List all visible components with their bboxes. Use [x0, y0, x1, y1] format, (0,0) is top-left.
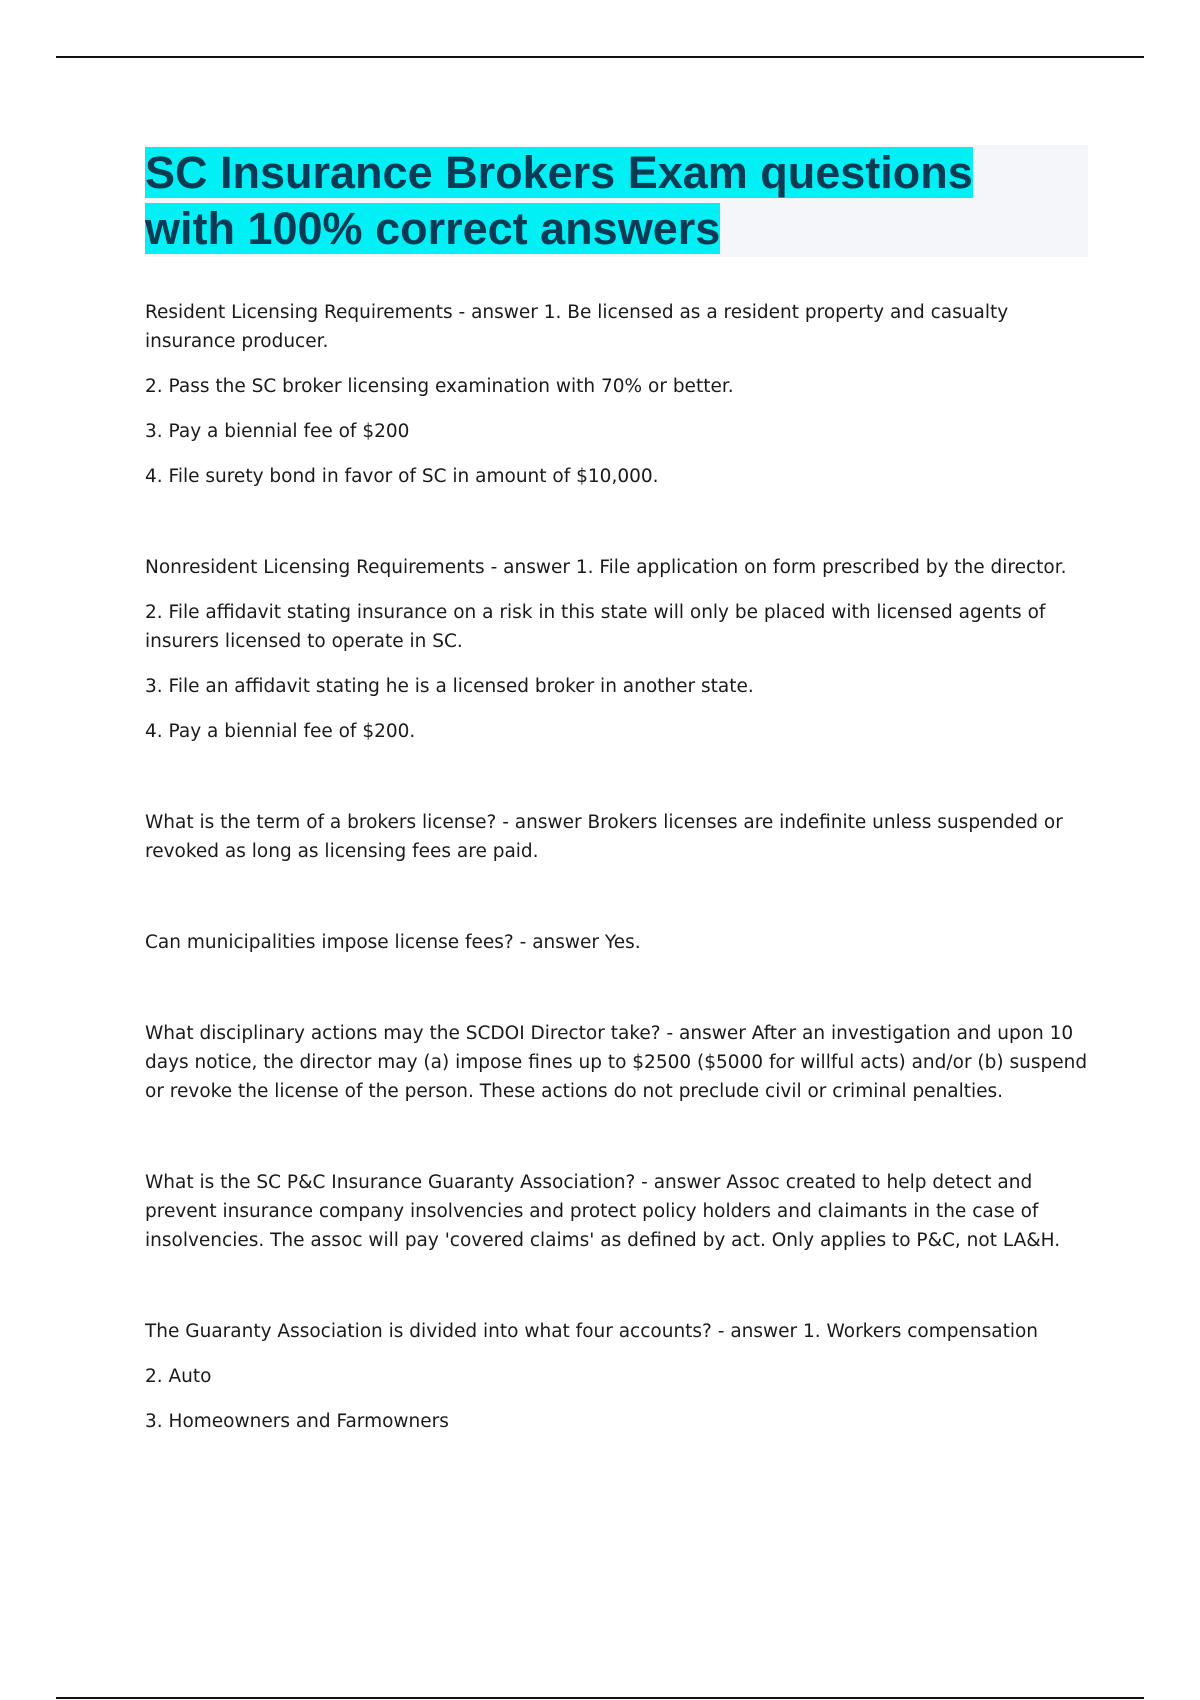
qa-section-municipal-fees: [145, 928, 1095, 957]
section-spacer: [145, 882, 1095, 928]
qa-section-resident-licensing: [145, 298, 1095, 491]
document-body: [145, 298, 1095, 1452]
qa-paragraph: 3. File an affidavit stating he is a licensed broker in another state.: [145, 676, 754, 697]
qa-paragraph: Resident Licensing Requirements - answer 1. Be licensed as a resident property and casualty insurance producer.: [145, 302, 1009, 352]
qa-section-license-term: [145, 808, 1095, 866]
qa-paragraph: The Guaranty Association is divided into what four accounts? - answer 1. Workers compensation: [145, 1321, 1039, 1342]
title-block: [145, 145, 1088, 257]
section-spacer: [145, 1122, 1095, 1168]
section-spacer: [145, 507, 1095, 553]
qa-section-guaranty-accounts: [145, 1317, 1095, 1436]
qa-paragraph: Can municipalities impose license fees? - answer Yes.: [145, 932, 641, 953]
qa-paragraph: Nonresident Licensing Requirements - answer 1. File application on form prescribed by the director.: [145, 557, 1067, 578]
header-rule: [56, 56, 1144, 58]
qa-paragraph: What is the term of a brokers license? - answer Brokers licenses are indefinite unless suspended or revoked as long as licensing fees are paid.: [145, 812, 1063, 862]
qa-paragraph: 3. Pay a biennial fee of $200: [145, 421, 410, 442]
qa-paragraph: 2. Pass the SC broker licensing examination with 70% or better.: [145, 376, 734, 397]
qa-paragraph: What disciplinary actions may the SCDOI Director take? - answer After an investigation and upon 10 days notice, the director may (a) impose fines up to $2500 ($5000 for willful acts) and/or (b) suspend or revoke the license of the person. These actions do not preclude civil or criminal penalties.: [145, 1023, 1088, 1102]
title-line-1: SC Insurance Brokers Exam questions: [145, 147, 973, 198]
section-spacer: [145, 762, 1095, 808]
qa-paragraph: What is the SC P&C Insurance Guaranty Association? - answer Assoc created to help detect and prevent insurance company insolvencies and protect policy holders and claimants in the case of insolvencies. The assoc will pay 'covered claims' as defined by act. Only applies to P&C, not LA&H.: [145, 1172, 1061, 1251]
qa-section-disciplinary-actions: [145, 1019, 1095, 1106]
section-spacer: [145, 973, 1095, 1019]
qa-section-nonresident-licensing: [145, 553, 1095, 746]
qa-section-guaranty-association: [145, 1168, 1095, 1255]
footer-rule: [56, 1697, 1144, 1699]
section-spacer: [145, 1271, 1095, 1317]
qa-paragraph: 2. Auto: [145, 1366, 212, 1387]
qa-paragraph: 4. Pay a biennial fee of $200.: [145, 721, 416, 742]
qa-paragraph: 3. Homeowners and Farmowners: [145, 1411, 449, 1432]
qa-paragraph: 4. File surety bond in favor of SC in amount of $10,000.: [145, 466, 659, 487]
title-line-2: with 100% correct answers: [145, 203, 721, 254]
qa-paragraph: 2. File affidavit stating insurance on a risk in this state will only be placed with licensed agents of insurers licensed to operate in SC.: [145, 602, 1046, 652]
document-title: [145, 145, 1088, 257]
